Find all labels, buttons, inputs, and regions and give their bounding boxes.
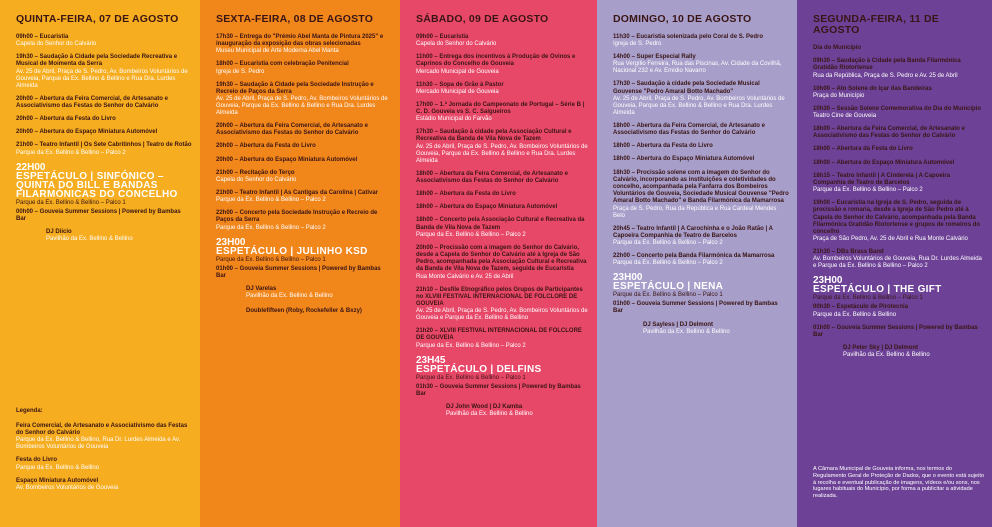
event-item xyxy=(416,204,589,211)
event-title: Festa do Livro xyxy=(16,457,58,464)
event-title: 20h00 – Abertura da Feira Comercial, de Artesanato e Associativismo das Festas do Senhor do Calvário xyxy=(16,95,168,109)
event-item xyxy=(813,304,984,318)
event-title: 18h00 – Concerto pela Associação Cultural e Recreativa da Banda de Vila Nova de Tazem xyxy=(416,217,585,231)
event-location: Rua da República, Praça de S. Pedro e Av. 25 de Abril xyxy=(813,72,958,79)
event-location: Pavilhão da Ex. Bellino & Bellino xyxy=(643,328,730,335)
event-location: Capela do Senhor do Calvário xyxy=(216,177,297,184)
event-item xyxy=(613,34,789,48)
event-item xyxy=(416,54,589,75)
event-item xyxy=(813,200,984,243)
event-title: 20h00 – Abertura da Festa do Livro xyxy=(16,116,116,123)
event-item xyxy=(416,171,589,185)
day-title: SEXTA-FEIRA, 08 DE AGOSTO xyxy=(216,13,374,25)
headline-venue: Parque da Ex. Bellino & Bellino – Palco 1 xyxy=(813,295,923,302)
event-title: 21h00 – Recitação do Terço xyxy=(216,169,295,176)
event-title: 19h30 – Saudação à Cidade pela Sociedade Instrução e Recreio de Paços da Serra xyxy=(216,81,374,95)
event-item xyxy=(843,345,984,359)
event-title: 10h00 – Ato Solene do Içar das Bandeiras xyxy=(813,85,932,92)
day-content xyxy=(797,0,992,359)
event-item xyxy=(216,143,392,150)
event-location: Av. Bombeiros Voluntários de Gouveia xyxy=(16,484,119,491)
event-item xyxy=(416,384,589,398)
event-title: 18h30 – Procissão solene com a imagem do Senhor do Calvário, incorporando as instituições e coletividades do concelho, acompanhada pela Fanfarra dos Bombeiros Voluntários de Gouveia, Sociedade Musical Gouvense "Pedro Amaral Botto Machado" e Banda Filarmónica da Mamarrosa xyxy=(613,169,789,205)
event-location: Av. Bombeiros Voluntários de Gouveia, Rua Dr. Lurdes Almeida e Parque da Ex. Bellino & Bellino – Palco 2 xyxy=(813,256,982,270)
event-item xyxy=(216,34,392,55)
event-location: Av. 25 de Abril, Praça de S. Pedro, Av. Bombeiros Voluntários de Gouveia e Parque da Ex. Bellino & Bellino xyxy=(416,308,588,322)
day-column-domingo xyxy=(597,0,797,527)
event-item xyxy=(16,209,192,223)
event-title: 22h00 – Concerto pela Banda Filarmónica da Mamarrosa xyxy=(613,253,775,260)
event-title: 18h00 – Abertura do Espaço Miniatura Automóvel xyxy=(416,204,558,211)
event-item xyxy=(16,54,192,89)
event-item xyxy=(813,146,984,153)
event-title: 18h15 – Teatro Infantil | A Cinderela | A Capoeira Companhia de Teatro de Barcelos xyxy=(813,172,951,187)
headline-title: ESPETÁCULO | NENA xyxy=(613,281,724,293)
event-location: Pavilhão da Ex. Bellino & Bellino xyxy=(843,352,930,359)
headline-time: 23H45 xyxy=(416,354,446,366)
event-title: 20h00 – Abertura do Espaço Miniatura Automóvel xyxy=(16,129,158,136)
event-location: Av. 25 de Abril, Praça de S. Pedro, Av. Bombeiros Voluntários de Gouveia, Parque da Ex. Bellino & Bellino e Rua Dra. Lurdes Almeida xyxy=(16,68,188,89)
event-item xyxy=(813,249,984,270)
headline-venue: Parque da Ex. Bellino & Bellino – Palco 1 xyxy=(16,199,126,206)
event-item xyxy=(416,129,589,164)
event-location: Parque da Ex. Bellino & Bellino xyxy=(813,311,897,318)
event-item xyxy=(16,142,192,156)
event-title: 09h00 – Eucaristia xyxy=(16,34,69,40)
privacy-footnote: A Câmara Municipal de Gouveia informa, nos termos do Regulamento Geral de Proteção de Dados, que o evento está sujeito à recolha e eventual publicação de imagens, vídeos e/ou sons, nos lugares habituais do Município, por forma a publicitar a atividade realizada. xyxy=(813,466,985,500)
event-title: 09h00 – Eucaristia xyxy=(416,34,469,40)
event-item xyxy=(813,58,984,79)
event-location: Parque da Ex. Bellino & Bellino – Palco 2 xyxy=(613,260,723,267)
event-item xyxy=(216,82,392,117)
event-location: Parque da Ex. Bellino & Bellino, Rua Dr. Lurdes Almeida e Av. Bombeiros Voluntários de Gouveia xyxy=(16,437,181,451)
headline-show xyxy=(416,356,589,382)
event-location: Teatro Cine de Gouveia xyxy=(813,113,877,120)
event-location: Igreja de S. Pedro xyxy=(216,68,265,75)
event-title: 00h00 – Gouveia Summer Sessions | Powered by Bambas Bar xyxy=(16,208,181,222)
day-content xyxy=(0,0,200,243)
event-title: 11h00 – Entrega dos incentivos à Produção de Ovinos e Caprinos do Concelho de Gouveia xyxy=(416,54,576,68)
event-title: 01h00 – Gouveia Summer Sessions | Powered by Bambas Bar xyxy=(216,265,381,279)
event-title: 01h30 – Gouveia Summer Sessions | Powered by Bambas Bar xyxy=(416,383,581,397)
headline-time: 23H00 xyxy=(813,275,843,287)
event-location: Praça de S. Pedro, Rua da República e Rua Cardeal Mendes Belo xyxy=(613,205,777,219)
event-item xyxy=(16,457,192,471)
event-title: DJ John Wood | DJ Kamba xyxy=(446,404,523,411)
event-location: Parque da Ex. Bellino & Bellino – Palco 2 xyxy=(416,231,526,238)
headline-venue: Parque da Ex. Bellino & Bellino – Palco 1 xyxy=(613,292,723,299)
event-item xyxy=(613,301,789,315)
headline-venue: Parque da Ex. Bellino & Bellino – Palco 1 xyxy=(216,256,326,263)
event-location: Pavilhão da Ex. Bellino & Bellino xyxy=(46,236,133,243)
event-title: 11h30 – Eucaristia solenizada pelo Coral de S. Pedro xyxy=(613,34,764,40)
day-content xyxy=(200,0,400,315)
event-title: 01h00 – Gouveia Summer Sessions | Powered by Bambas Bar xyxy=(613,301,778,315)
event-item xyxy=(216,157,392,164)
event-title: 10h30 – Sessão Solene Comemorativa do Dia do Município xyxy=(813,105,982,112)
headline-title: ESPETÁCULO | DELFINS xyxy=(416,363,542,375)
day-column-sabado xyxy=(400,0,597,527)
headline-time: 23H00 xyxy=(613,272,643,284)
event-title: 21h30 – DBs Brass Band xyxy=(813,249,884,256)
event-item xyxy=(416,34,589,48)
event-title: 19h00 – Eucaristia na Igreja de S. Pedro, seguida de procissão e romaria, desde a Igreja de São Pedro até à Capela do Senhor do Calvário, acompanhada pela Banda Filarmónica Gratidão Riotortense e grupos de romeiros do concelho xyxy=(813,200,981,236)
event-item xyxy=(246,286,392,300)
event-item xyxy=(613,253,789,267)
event-title: 18h00 – Abertura da Festa do Livro xyxy=(416,191,516,198)
event-item xyxy=(216,170,392,184)
event-item xyxy=(216,266,392,280)
event-location: Parque da Ex. Bellino & Bellino xyxy=(16,464,100,471)
event-location: Mercado Municipal de Gouveia xyxy=(416,68,499,75)
event-item xyxy=(16,129,192,136)
event-location: Parque da Ex. Bellino & Bellino – Palco 2 xyxy=(216,224,326,231)
legend xyxy=(16,408,192,498)
day-content xyxy=(597,0,797,336)
event-location: Pavilhão da Ex. Bellino & Bellino xyxy=(446,411,533,418)
event-item xyxy=(813,160,984,167)
day-title: DOMINGO, 10 DE AGOSTO xyxy=(613,13,752,25)
event-location: Igreja de S. Pedro xyxy=(613,41,662,48)
event-item xyxy=(416,217,589,238)
event-item xyxy=(813,126,984,140)
event-item xyxy=(416,191,589,198)
event-title: 17h30 – Saudação à cidade pela Sociedade Musical Gouvense "Pedro Amaral Botto Machado" xyxy=(613,81,760,95)
event-item xyxy=(416,328,589,349)
event-location: Praça de São Pedro, Av. 25 de Abril e Rua Monte Calvário xyxy=(813,236,968,243)
event-location: Capela do Senhor do Calvário xyxy=(16,41,97,48)
event-title: DJ Sayless | DJ Delmont xyxy=(643,321,714,328)
event-title: DJ Varelas xyxy=(246,286,277,293)
headline-venue: Parque da Ex. Bellino & Bellino – Palco 1 xyxy=(416,374,526,381)
event-location: Parque da Ex. Bellino & Bellino – Palco 2 xyxy=(416,342,526,349)
event-item xyxy=(216,61,392,75)
event-title: Feira Comercial, de Artesanato e Associativismo das Festas do Senhor do Calvário xyxy=(16,423,188,437)
event-item xyxy=(613,143,789,150)
day-column-segunda xyxy=(797,0,992,527)
event-item xyxy=(416,82,589,96)
headline-time: 23H00 xyxy=(216,236,246,248)
event-location: Estádio Municipal do Farvão xyxy=(416,116,492,123)
event-title: 20h00 – Procissão com a imagem do Senhor do Calvário, desde a Capela do Senhor do Calvário até à Igreja de São Pedro, acompanhada pela Associação Cultural e Recreativa da Banda de Vila Nova de Tazem, seguida de Eucaristia xyxy=(416,244,587,273)
event-title: 14h00 – Super Especial Rally xyxy=(613,54,696,61)
day-content xyxy=(400,0,597,418)
event-title: 17h00 – 1.ª Jornada do Campeonato de Portugal – Série B | C. D. Gouveia vs S. C. Salgueiros xyxy=(416,101,585,116)
event-title: 18h00 – Abertura do Espaço Miniatura Automóvel xyxy=(813,159,955,166)
event-item xyxy=(16,423,192,451)
event-location: Av. 25 de Abril, Praça de S. Pedro, Av. Bombeiros Voluntários de Gouveia, Parque da Ex. Bellino & Bellino e Rua Dra. Lurdes Almeida xyxy=(416,143,588,164)
event-title: 18h00 – Eucaristia com celebração Penitencial xyxy=(216,61,349,68)
event-item xyxy=(16,478,192,492)
event-title: 20h00 – Abertura da Feira Comercial, de Artesanato e Associativismo das Festas do Senhor do Calvário xyxy=(216,123,368,137)
event-location: Rua Monte Calvário e Av. 25 de Abril xyxy=(416,273,514,280)
event-item xyxy=(813,106,984,120)
headline-title: ESPETÁCULO | JULINHO KSD xyxy=(216,245,368,257)
event-title: 18h00 – Abertura do Espaço Miniatura Automóvel xyxy=(613,156,755,163)
event-title: 11h30 – Sopa de Grão à Pastor xyxy=(416,81,504,88)
event-item xyxy=(216,190,392,204)
event-title: 21h10 – Desfile Etnográfico pelos Grupos de Participantes no XLVIII FESTIVAL INTERNACIONAL DE FOLCLORE DE GOUVEIA xyxy=(416,286,583,308)
event-item xyxy=(613,81,789,116)
legend-heading: Legenda: xyxy=(16,408,43,414)
event-title: 09h30 – Saudação à Cidade pela Banda Filarmónica Gratidão Riotortense xyxy=(813,58,961,72)
event-item xyxy=(813,45,984,52)
event-item xyxy=(216,210,392,231)
event-item xyxy=(16,116,192,123)
event-title: 20h00 – Abertura do Espaço Miniatura Automóvel xyxy=(216,156,358,163)
headline-title: ESPETÁCULO | SINFÓNICO – QUINTA DO BILL E BANDAS FILARMÓNICAS DO CONCELHO xyxy=(16,170,178,200)
headline-time: 22H00 xyxy=(16,161,46,173)
event-item xyxy=(416,245,589,281)
event-location: Av. 25 de Abril, Praça de S. Pedro, Av. Bombeiros Voluntários de Gouveia, Parque da Ex. Bellino & Bellino e Rua Dra. Lurdes Almeida xyxy=(613,95,785,116)
headline-title: ESPETÁCULO | THE GIFT xyxy=(813,284,942,296)
event-title: 20h45 – Teatro Infantil | A Carochinha e o João Ratão | A Capoeira Companhia de Teatro de Barcelos xyxy=(613,225,773,239)
event-item xyxy=(813,86,984,100)
headline-show xyxy=(613,273,789,299)
event-title: 00h30 – Espetáculo de Pirotecnia xyxy=(813,304,909,311)
event-item xyxy=(16,96,192,110)
event-item xyxy=(613,170,789,220)
event-location: Parque da Ex. Bellino & Bellino – Palco 2 xyxy=(813,187,923,194)
event-location: Parque da Ex. Bellino & Bellino – Palco 2 xyxy=(216,197,326,204)
event-title: Espaço Miniatura Automóvel xyxy=(16,477,99,484)
event-title: Doublefifteen (Roby, Rockefeller & Bxzy) xyxy=(246,308,362,315)
event-item xyxy=(416,287,589,323)
event-title: DJ Diicio xyxy=(46,229,72,236)
headline-show xyxy=(813,276,984,302)
event-title: 22h00 – Concerto pela Sociedade Instrução e Recreio de Paços da Serra xyxy=(216,210,378,224)
event-title: 18h00 – Abertura da Festa do Livro xyxy=(613,143,713,150)
day-title: SEGUNDA-FEIRA, 11 DE AGOSTO xyxy=(813,13,939,36)
event-location: Parque da Ex. Bellino & Bellino – Palco 2 xyxy=(613,240,723,247)
event-item xyxy=(446,404,589,418)
event-location: Capela do Senhor do Calvário xyxy=(416,41,497,48)
event-item xyxy=(216,123,392,137)
day-column-sexta xyxy=(200,0,400,527)
event-item xyxy=(613,54,789,75)
event-title: 21h20 – XLVIII FESTIVAL INTERNACIONAL DE FOLCLORE DE GOUVEIA xyxy=(416,328,582,342)
event-title: 17h30 – Entrega do "Prémio Abel Manta de Pintura 2025" e inauguração da exposição das obras selecionadas xyxy=(216,34,384,48)
event-location: Rua Vergílio Ferreira, Rua das Piscinas, Av. Cidade da Covilhã, Nacional 232 e Av. Emídio Navarro xyxy=(613,61,782,75)
event-title: Dia do Município xyxy=(813,45,861,51)
event-title: 19h30 – Saudação à Cidade pela Sociedade Recreativa e Musical de Moimenta da Serra xyxy=(16,54,178,68)
event-location: Praça do Município xyxy=(813,92,865,99)
event-title: 21h00 – Teatro Infantil | Os Sete Cabritinhos | Teatro de Rotão xyxy=(16,142,192,149)
event-title: DJ Peter Sky | DJ Delmont xyxy=(843,345,919,352)
event-item xyxy=(613,123,789,137)
day-column-quinta xyxy=(0,0,200,527)
event-title: 21h00 – Teatro Infantil | As Cantigas da Carolina | Cativar xyxy=(216,190,379,197)
event-item xyxy=(416,102,589,123)
headline-show xyxy=(16,163,192,207)
event-location: Pavilhão da Ex. Bellino & Bellino xyxy=(246,293,333,300)
day-title: SÁBADO, 09 DE AGOSTO xyxy=(416,13,549,25)
event-item xyxy=(16,34,192,48)
event-title: 18h00 – Abertura da Festa do Livro xyxy=(813,146,913,153)
event-title: 20h00 – Abertura da Festa do Livro xyxy=(216,143,316,150)
event-item xyxy=(813,325,984,339)
day-title: QUINTA-FEIRA, 07 DE AGOSTO xyxy=(16,13,179,25)
event-item xyxy=(613,226,789,247)
event-item xyxy=(246,308,392,315)
event-item xyxy=(813,173,984,194)
event-location: Museu Municipal de Arte Moderna Abel Manta xyxy=(216,48,339,55)
event-title: 18h00 – Abertura da Feira Comercial, de Artesanato e Associativismo das Festas do Senhor do Calvário xyxy=(613,122,765,137)
event-title: 17h30 – Saudação à cidade pela Associação Cultural e Recreativa da Banda de Vila Nova de Tazem xyxy=(416,129,572,143)
event-item xyxy=(643,322,789,336)
event-title: 18h00 – Abertura da Feira Comercial, de Artesanato e Associativismo das Festas do Senhor do Calvário xyxy=(813,126,965,140)
event-location: Parque da Ex. Bellino & Bellino – Palco 2 xyxy=(16,149,126,156)
event-location: Mercado Municipal de Gouveia xyxy=(416,88,499,95)
event-item xyxy=(46,229,192,243)
event-title: 01h00 – Gouveia Summer Sessions | Powered by Bambas Bar xyxy=(813,324,978,338)
event-location: Av. 25 de Abril, Praça de S. Pedro, Av. Bombeiros Voluntários de Gouveia, Parque da Ex. Bellino & Bellino e Rua Dra. Lurdes Almeida xyxy=(216,96,388,117)
headline-show xyxy=(216,238,392,264)
event-title: 18h00 – Abertura da Feira Comercial, de Artesanato e Associativismo das Festas do Senhor do Calvário xyxy=(416,170,568,184)
event-item xyxy=(613,156,789,163)
